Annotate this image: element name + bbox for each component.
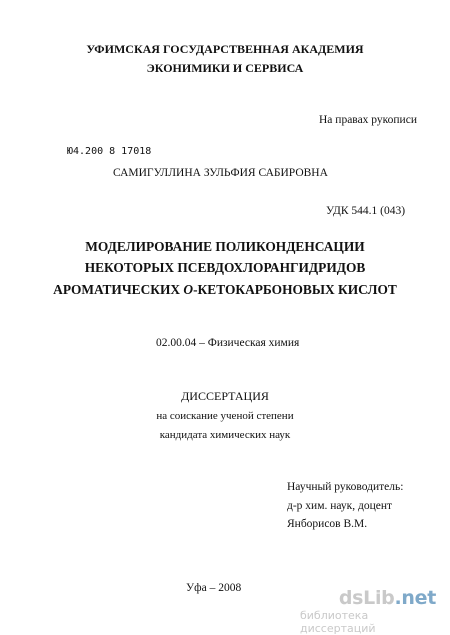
title-line-3-italic: О bbox=[183, 282, 194, 297]
watermark-logo-tld: .net bbox=[394, 587, 436, 609]
specialty-code: 02.00.04 – Физическая химия bbox=[156, 337, 300, 349]
degree-line-1: на соискание ученой степени bbox=[156, 410, 294, 422]
city-year: Уфа – 2008 bbox=[186, 582, 242, 594]
author-name: САМИГУЛЛИНА ЗУЛЬФИЯ САБИРОВНА bbox=[113, 167, 328, 179]
watermark-logo bbox=[339, 587, 436, 609]
title-line-2: НЕКОТОРЫХ ПСЕВДОХЛОРАНГИДРИДОВ bbox=[84, 260, 366, 275]
watermark bbox=[300, 585, 450, 635]
supervisor-title: д-р хим. наук, доцент bbox=[287, 500, 393, 512]
dissertation-heading: ДИССЕРТАЦИЯ bbox=[181, 389, 269, 403]
udk-code: УДК 544.1 (043) bbox=[326, 205, 406, 217]
title-line-3-prefix: АРОМАТИЧЕСКИХ bbox=[53, 282, 184, 297]
supervisor-name: Янборисов В.М. bbox=[287, 518, 368, 530]
degree-line-2: кандидата химических наук bbox=[159, 429, 291, 441]
watermark-subtitle: библиотека диссертаций bbox=[300, 609, 376, 635]
supervisor-label: Научный руководитель: bbox=[287, 481, 404, 493]
title-line-3 bbox=[0, 282, 450, 298]
manuscript-note: На правах рукописи bbox=[319, 114, 417, 126]
institution-line-2: ЭКОНИМИКИ И СЕРВИСА bbox=[146, 61, 304, 75]
library-stamp-number: Ю4.200 8 17018 bbox=[67, 146, 152, 157]
title-line-3-suffix: -КЕТОКАРБОНОВЫХ КИСЛОТ bbox=[193, 282, 397, 297]
institution-line-1: УФИМСКАЯ ГОСУДАРСТВЕННАЯ АКАДЕМИЯ bbox=[86, 42, 364, 56]
title-line-1: МОДЕЛИРОВАНИЕ ПОЛИКОНДЕНСАЦИИ bbox=[85, 239, 365, 254]
watermark-logo-main: dsLib bbox=[338, 587, 395, 609]
